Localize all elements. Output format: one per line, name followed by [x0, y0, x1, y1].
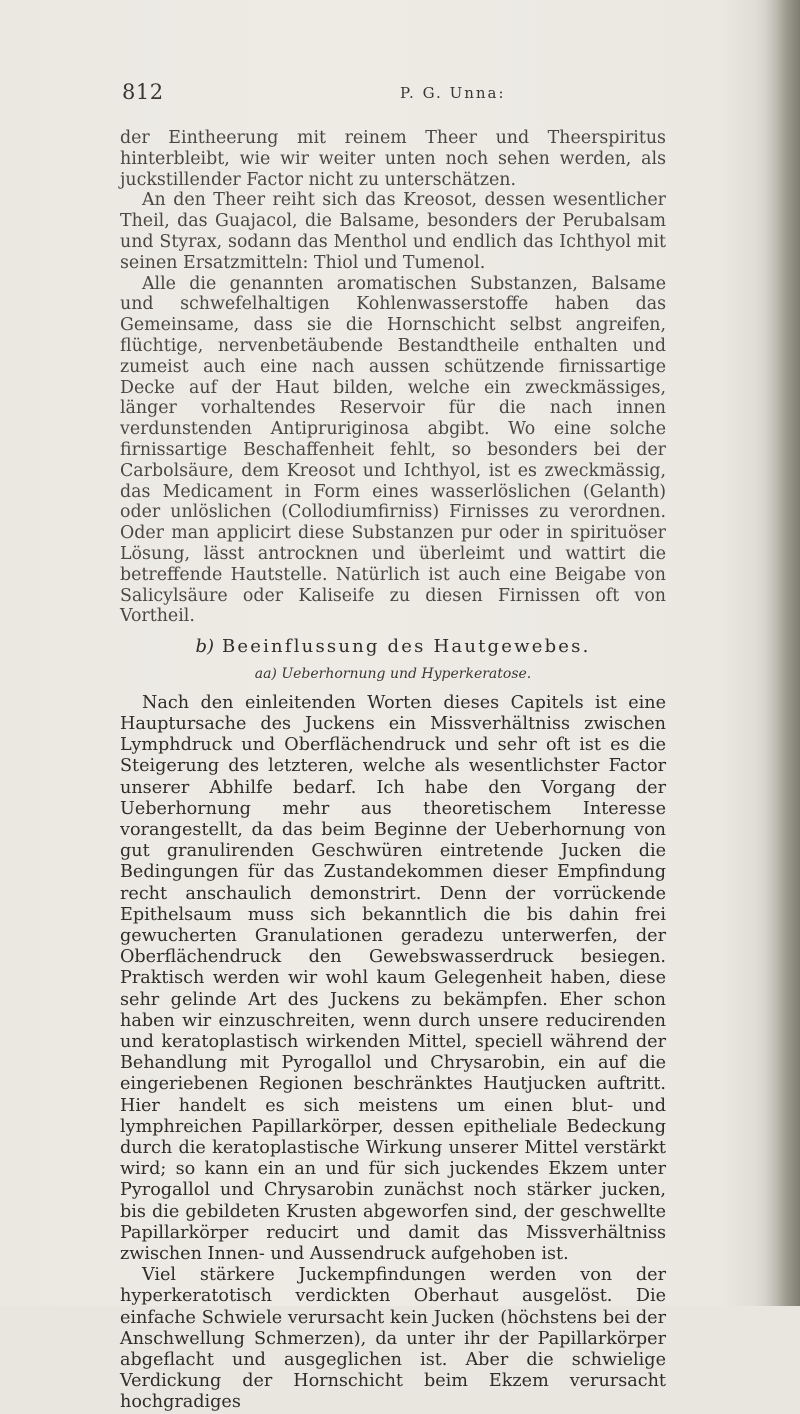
paragraph: Nach den einleitenden Worten dieses Capitels ist eine Hauptursache des Juckens ein Missverhältniss zwischen Lymphdruck und Oberflächendruck und sehr oft ist es die Steigerung des letzteren, welche als wesentlichster Factor unserer Abhilfe bedarf. Ich habe den Vorgang der Ueberhornung mehr aus theoretischem Interesse vorangestellt, da das beim Beginne der Ueberhornung von gut granulirenden Geschwüren eintretende Jucken die Bedingungen für das Zustandekommen dieser Empfindung recht anschaulich demonstrirt. Denn der vorrückende Epithelsaum muss sich bekanntlich die bis dahin frei gewucherten Granulationen geradezu unterwerfen, der Oberflächendruck den Gewebswasserdruck besiegen. Praktisch werden wir wohl kaum Gelegenheit haben, diese sehr gelinde Art des Juckens zu bekämpfen. Eher schon haben wir einzuschreiten, wenn durch unsere reducirenden und keratoplastisch wirkenden Mittel, speciell während der Behandlung mit Pyrogallol und Chrysarobin, ein auf die eingeriebenen Regionen beschränktes Hautjucken auftritt. Hier handelt es sich meistens um einen blut- und lymphreichen Papillarkörper, dessen epitheliale Bedeckung durch die keratoplastische Wirkung unserer Mittel verstärkt wird; so kann ein an und für sich juckendes Ekzem unter Pyrogallol und Chrysarobin zunächst noch stärker jucken, bis die gebildeten Krusten abgeworfen sind, der geschwellte Papillarkörper reducirt und damit das Missverhältniss zwischen Innen- und Aussendruck aufgehoben ist.	[120, 692, 666, 1264]
section-heading	[120, 637, 666, 658]
text-section-before	[120, 128, 666, 627]
paragraph: Viel stärkere Juckempfindungen werden von der hyperkeratotisch verdickten Oberhaut ausgelöst. Die einfache Schwiele verursacht kein Jucken (höchstens bei der Anschwellung Schmerzen), da unter ihr der Papillarkörper abgeflacht und ausgeglichen ist. Aber die schwielige Verdickung der Hornschicht beim Ekzem verursacht hochgradiges	[120, 1265, 666, 1413]
page-header	[122, 80, 682, 106]
paragraph: An den Theer reiht sich das Kreosot, dessen wesentlicher Theil, das Guajacol, die Balsame, besonders der Perubalsam und Styrax, sodann das Menthol und endlich das Ichthyol mit seinen Ersatzmitteln: Thiol und Tumenol.	[120, 190, 666, 273]
page-binding-edge	[756, 0, 800, 1306]
text-section-after	[120, 693, 666, 1414]
body-text	[120, 128, 666, 1414]
paragraph: Alle die genannten aromatischen Substanzen, Balsame und schwefelhaltigen Kohlenwasserstoffe haben das Gemeinsame, dass sie die Hornschicht selbst angreifen, flüchtige, nervenbetäubende Bestandtheile enthalten und zumeist auch eine nach aussen schützende firnissartige Decke auf der Haut bilden, welche ein zweckmässiges, länger vorhaltendes Reservoir für die nach innen verdunstenden Antipruriginosa abgibt. Wo eine solche firnissartige Beschaffenheit fehlt, so besonders bei der Carbolsäure, dem Kreosot und Ichthyol, ist es zweckmässig, das Medicament in Form eines wasserlöslichen (Gelanth) oder unlöslichen (Collodiumfirniss) Firnisses zu verordnen. Oder man applicirt diese Substanzen pur oder in spirituöser Lösung, lässt antrocknen und überleimt und wattirt die betreffende Hautstelle. Natürlich ist auch eine Beigabe von Salicylsäure oder Kaliseife zu diesen Firnissen oft von Vortheil.	[120, 273, 666, 627]
section-letter: b)	[195, 636, 215, 658]
page-number: 812	[122, 80, 164, 104]
section-subtitle: aa) Ueberhornung und Hyperkeratose.	[254, 665, 532, 682]
paragraph: der Eintheerung mit reinem Theer und Theerspiritus hinterbleibt, wie wir weiter unten noch sehen werden, als juckstillender Factor nicht zu unterschätzen.	[120, 128, 666, 190]
running-head: P. G. Unna:	[400, 84, 506, 102]
section-title: Beeinflussung des Hautgewebes.	[221, 636, 591, 658]
